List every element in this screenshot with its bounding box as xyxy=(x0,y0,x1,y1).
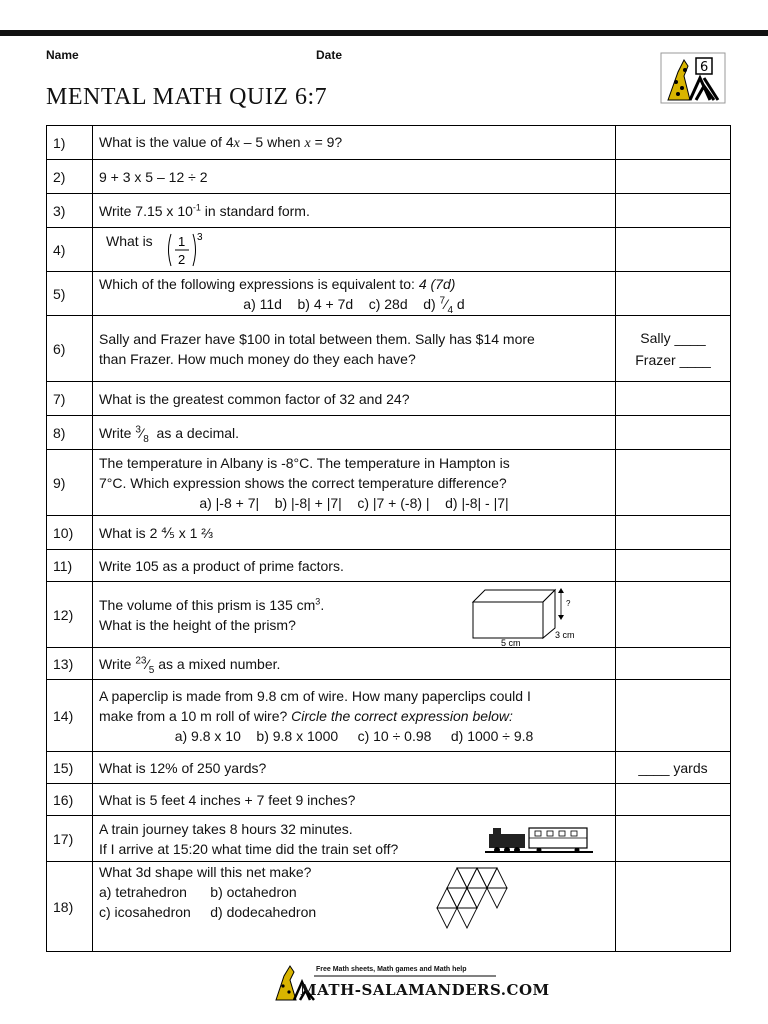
question-text: A train journey takes 8 hours 32 minutes. If I arrive at 15:20 what time did the train set off? xyxy=(93,816,616,862)
answer-box[interactable] xyxy=(616,680,731,752)
question-text: 9 + 3 x 5 – 12 ÷ 2 xyxy=(93,160,616,194)
question-number: 4) xyxy=(47,228,93,272)
question-number: 12) xyxy=(47,582,93,648)
question-text: Write 105 as a product of prime factors. xyxy=(93,550,616,582)
question-row xyxy=(47,582,731,648)
question-number: 1) xyxy=(47,126,93,160)
name-label: Name xyxy=(46,48,79,62)
question-number: 3) xyxy=(47,194,93,228)
question-number: 16) xyxy=(47,784,93,816)
top-border xyxy=(0,30,768,36)
question-text: Write 7.15 x $10^{-1}$ in standard form. xyxy=(93,194,616,228)
question-number: 9) xyxy=(47,450,93,516)
question-number: 18) xyxy=(47,862,93,952)
prism-diagram xyxy=(465,584,585,646)
question-number: 14) xyxy=(47,680,93,752)
question-row xyxy=(47,680,731,752)
salamander-logo xyxy=(660,52,726,104)
footer-brand[interactable]: MATH-SALAMANDERS.COM xyxy=(300,981,550,999)
question-number: 2) xyxy=(47,160,93,194)
fraction-power xyxy=(165,230,205,270)
answer-box[interactable] xyxy=(616,648,731,680)
question-row xyxy=(47,862,731,952)
question-row xyxy=(47,516,731,550)
question-text: What is the greatest common factor of 32 and 24? xyxy=(93,382,616,416)
sally-answer: Sally ____ xyxy=(640,329,706,346)
quiz-table xyxy=(46,125,731,952)
question-row xyxy=(47,272,731,316)
question-text: What is 1 2 3 xyxy=(93,228,616,272)
question-text: What is 2 ⅘ x 1 ⅔ xyxy=(93,516,616,550)
question-text: What is 12% of 250 yards? xyxy=(93,752,616,784)
question-text: The volume of this prism is 135 $cm^3$. What is the height of the prism? ? 3 cm 5 cm xyxy=(93,582,616,648)
question-text: Sally and Frazer have $100 in total between them. Sally has $14 more than Frazer. How much money do they each have? xyxy=(93,316,616,382)
train-icon xyxy=(485,822,593,856)
question-row xyxy=(47,648,731,680)
question-row xyxy=(47,126,731,160)
answer-box[interactable] xyxy=(616,784,731,816)
question-text: What is 5 feet 4 inches + 7 feet 9 inches? xyxy=(93,784,616,816)
answer-box[interactable] xyxy=(616,582,731,648)
question-text: What 3d shape will this net make? a) tetrahedron b) octahedron c) icosahedron d) dodecahedron xyxy=(93,862,616,952)
question-text: A paperclip is made from 9.8 cm of wire. How many paperclips could I make from a 10 m roll of wire? Circle the correct expression below: a) 9.8 x 10 b) 9.8 x 1000 c) 10 ÷ 0.98 d) 1000 ÷ 9.8 xyxy=(93,680,616,752)
question-number: 10) xyxy=(47,516,93,550)
frazer-answer: Frazer ____ xyxy=(635,351,711,368)
answer-box[interactable] xyxy=(616,816,731,862)
answer-box[interactable] xyxy=(616,450,731,516)
question-text: Write $^3⁄_8$ as a decimal. xyxy=(93,416,616,450)
answer-box[interactable] xyxy=(616,228,731,272)
question-number: 7) xyxy=(47,382,93,416)
answer-box[interactable] xyxy=(616,862,731,952)
question-row xyxy=(47,784,731,816)
question-text: Write $^{23}⁄_5$ as a mixed number. xyxy=(93,648,616,680)
question-row xyxy=(47,194,731,228)
svg-text:3: 3 xyxy=(197,232,203,243)
question-row xyxy=(47,416,731,450)
question-number: 13) xyxy=(47,648,93,680)
question-number: 5) xyxy=(47,272,93,316)
question-row xyxy=(47,752,731,784)
question-number: 6) xyxy=(47,316,93,382)
question-row xyxy=(47,550,731,582)
answer-box[interactable] xyxy=(616,516,731,550)
question-row xyxy=(47,160,731,194)
question-row xyxy=(47,450,731,516)
date-label: Date xyxy=(316,48,343,62)
question-number: 15) xyxy=(47,752,93,784)
prism-depth-label: 3 cm xyxy=(555,630,575,640)
question-row xyxy=(47,228,731,272)
question-text: Which of the following expressions is equivalent to: 4 (7d) a) 11d b) 4 + 7d c) 28d d) $^7⁄_4$ d xyxy=(93,272,616,316)
question-number: 17) xyxy=(47,816,93,862)
octahedron-net xyxy=(429,866,535,942)
answer-box[interactable] xyxy=(616,126,731,160)
question-text: What is the value of 4x – 5 when x = 9? xyxy=(93,126,616,160)
answer-box[interactable]: ____ yards xyxy=(616,752,731,784)
answer-box[interactable] xyxy=(616,194,731,228)
svg-text:1: 1 xyxy=(178,234,186,249)
question-text: The temperature in Albany is -8°C. The temperature in Hampton is 7°C. Which expression shows the correct temperature difference? a) |-8 + 7| b) |-8| + |7| c) |7 + (-8) | d) |-8| - |7| xyxy=(93,450,616,516)
answer-box[interactable] xyxy=(616,550,731,582)
quiz-title: MENTAL MATH QUIZ 6:7 xyxy=(46,84,328,110)
grade-badge: 6 xyxy=(700,60,709,75)
question-row xyxy=(47,382,731,416)
question-row xyxy=(47,316,731,382)
question-number: 8) xyxy=(47,416,93,450)
answer-box[interactable] xyxy=(616,316,731,382)
prism-height-label: ? xyxy=(566,599,571,608)
answer-box[interactable] xyxy=(616,416,731,450)
prism-length-label: 5 cm xyxy=(501,638,521,646)
question-number: 11) xyxy=(47,550,93,582)
footer-tagline: Free Math sheets, Math games and Math help xyxy=(316,966,467,973)
question-row xyxy=(47,816,731,862)
answer-box[interactable] xyxy=(616,160,731,194)
svg-text:2: 2 xyxy=(178,252,186,267)
answer-box[interactable] xyxy=(616,272,731,316)
answer-box[interactable] xyxy=(616,382,731,416)
